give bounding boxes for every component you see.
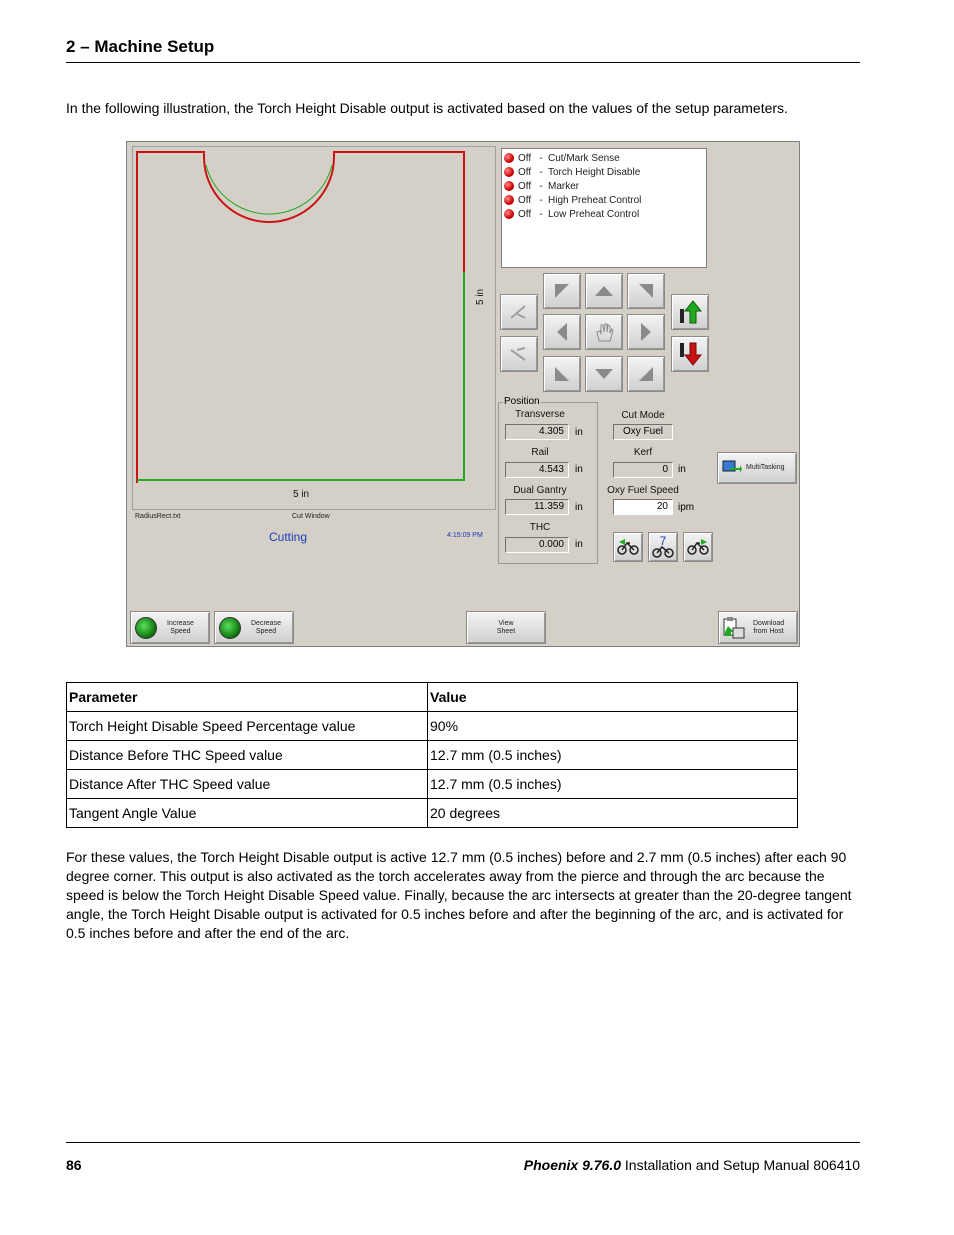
thc-value: 0.000 — [505, 537, 569, 553]
table-header-parameter: Parameter — [67, 683, 428, 712]
arrow-down-icon — [594, 367, 614, 381]
kerf-label: Kerf — [633, 447, 653, 458]
cut-path — [137, 152, 464, 483]
red-led-icon — [504, 181, 514, 191]
arrow-down-right-icon — [636, 364, 656, 384]
width-dimension-label: 5 in — [293, 489, 310, 500]
table-row — [67, 712, 798, 741]
torch-reverse-button[interactable] — [613, 532, 643, 562]
arrow-up-right-icon — [636, 281, 656, 301]
oxy-fuel-speed-unit: ipm — [678, 502, 695, 513]
green-up-arrow-icon — [678, 299, 702, 325]
jog-down-left-button[interactable] — [543, 356, 581, 392]
red-led-icon — [504, 195, 514, 205]
header-rule — [66, 62, 860, 63]
table-cell-value: 20 degrees — [428, 799, 798, 828]
thc-raise-button[interactable] — [671, 294, 709, 330]
red-down-arrow-icon — [678, 341, 702, 367]
table-header-value: Value — [428, 683, 798, 712]
oxy-fuel-speed-label: Oxy Fuel Speed — [607, 485, 679, 496]
page-number: 86 — [66, 1157, 82, 1173]
dual-gantry-unit: in — [575, 502, 583, 513]
kerf-unit: in — [678, 464, 686, 475]
phoenix-screenshot — [126, 141, 800, 647]
multitasking-icon — [722, 459, 742, 477]
arrow-left-icon — [555, 322, 569, 342]
footer-rule — [66, 1142, 860, 1143]
jog-down-button[interactable] — [585, 356, 623, 392]
table-row — [67, 770, 798, 799]
table-row — [67, 799, 798, 828]
traced-path — [206, 165, 332, 214]
cut-path-plot — [133, 147, 495, 509]
jog-down-right-button[interactable] — [627, 356, 665, 392]
chapter-header: 2 – Machine Setup — [66, 37, 215, 56]
red-led-icon — [504, 167, 514, 177]
manual-title: Installation and Setup Manual — [624, 1157, 810, 1173]
io-row-high-preheat: Off - High Preheat Control — [504, 193, 706, 207]
jog-right-button[interactable] — [627, 314, 665, 350]
jog-digit: 7 — [659, 534, 667, 548]
jog-up-button[interactable] — [585, 273, 623, 309]
increase-speed-label: Increase Speed — [167, 619, 194, 635]
cut-mode-label: Cut Mode — [621, 410, 665, 421]
bicycle-back-icon — [616, 538, 640, 556]
dual-gantry-label: Dual Gantry — [513, 485, 567, 496]
height-dimension-label: 5 in — [475, 288, 486, 305]
table-header-row — [67, 683, 798, 712]
bicycle-icon — [651, 546, 675, 558]
increase-speed-icon — [135, 617, 157, 639]
io-row-torch-height-disable: Off - Torch Height Disable — [504, 165, 706, 179]
torch-forward-button[interactable] — [683, 532, 713, 562]
view-sheet-button[interactable] — [466, 611, 546, 644]
file-name: RadiusRect.txt — [135, 513, 181, 520]
increase-speed-button[interactable] — [130, 611, 210, 644]
arrow-up-icon — [594, 284, 614, 298]
table-cell-parameter: Torch Height Disable Speed Percentage value — [67, 712, 428, 741]
io-row-low-preheat: Off - Low Preheat Control — [504, 207, 706, 221]
table-cell-parameter: Tangent Angle Value — [67, 799, 428, 828]
rail-value: 4.543 — [505, 462, 569, 478]
rail-unit: in — [575, 464, 583, 475]
download-from-host-button[interactable] — [718, 611, 798, 644]
footer-title — [524, 1157, 860, 1173]
arrow-right-icon — [639, 322, 653, 342]
table-cell-parameter: Distance After THC Speed value — [67, 770, 428, 799]
kerf-value[interactable]: 0 — [613, 462, 673, 478]
torch-up-icon — [507, 302, 531, 322]
explanation-paragraph: For these values, the Torch Height Disable output is active 12.7 mm (0.5 inches) before and 2.7 mm (0.5 inches) after each 90 degree corner. This output is also activated as the torch accelerates away from the pierce and through the arc because the speed is below the Torch Height Disable Speed value. Finally, because the arc intersects at greater than the 20-degree tangent angle, the Torch Height Disable output is activated for 0.5 inches before and after the beginning of the arc, and is activated for 0.5 inches before and after the end of the arc. — [66, 849, 852, 941]
arrow-down-left-icon — [552, 364, 572, 384]
jog-hand-button[interactable] — [585, 314, 623, 350]
thc-unit: in — [575, 539, 583, 550]
view-sheet-label: View Sheet — [496, 619, 516, 635]
arrow-up-left-icon — [552, 281, 572, 301]
torch-raise-disabled-button[interactable] — [500, 294, 538, 330]
intro-paragraph: In the following illustration, the Torch Height Disable output is activated based on the values of the setup parameters. — [66, 100, 788, 116]
traced-path-right — [137, 272, 464, 480]
torch-down-icon — [507, 344, 531, 364]
jog-left-button[interactable] — [543, 314, 581, 350]
hand-icon — [593, 321, 615, 343]
product-name: Phoenix 9.76.0 — [523, 1157, 622, 1173]
download-icon — [723, 616, 745, 640]
io-row-cut-mark-sense: Off - Cut/Mark Sense — [504, 151, 706, 165]
table-cell-value: 12.7 mm (0.5 inches) — [428, 770, 798, 799]
position-group-title: Position — [504, 396, 540, 407]
download-from-host-label: Download from Host — [753, 619, 785, 635]
table-cell-parameter: Distance Before THC Speed value — [67, 741, 428, 770]
thc-lower-button[interactable] — [671, 336, 709, 372]
cut-window — [132, 146, 496, 510]
transverse-value: 4.305 — [505, 424, 569, 440]
oxy-fuel-speed-value[interactable]: 20 — [613, 499, 673, 515]
table-cell-value: 12.7 mm (0.5 inches) — [428, 741, 798, 770]
transverse-label: Transverse — [515, 409, 565, 420]
red-led-icon — [504, 153, 514, 163]
cut-window-label: Cut Window — [292, 513, 330, 520]
document-number: 806410 — [813, 1157, 860, 1173]
table-cell-value: 90% — [428, 712, 798, 741]
table-row — [67, 741, 798, 770]
io-status-list — [501, 148, 707, 268]
thc-label: THC — [529, 522, 551, 533]
torch-jog-digit-button[interactable] — [648, 532, 678, 562]
cut-mode-value[interactable]: Oxy Fuel — [613, 424, 673, 440]
io-row-marker: Off - Marker — [504, 179, 706, 193]
red-led-icon — [504, 209, 514, 219]
decrease-speed-icon — [219, 617, 241, 639]
torch-lower-disabled-button[interactable] — [500, 336, 538, 372]
multitasking-button[interactable] — [717, 452, 797, 484]
jog-up-left-button[interactable] — [543, 273, 581, 309]
rail-label: Rail — [531, 447, 549, 458]
dual-gantry-value: 11.359 — [505, 499, 569, 515]
transverse-unit: in — [575, 427, 583, 438]
clock-time: 4:15:09 PM — [447, 532, 483, 539]
jog-up-right-button[interactable] — [627, 273, 665, 309]
decrease-speed-label: Decrease Speed — [251, 619, 281, 635]
bicycle-forward-icon — [686, 538, 710, 556]
decrease-speed-button[interactable] — [214, 611, 294, 644]
parameter-table — [66, 682, 798, 828]
multitasking-label: MultiTasking — [746, 464, 785, 471]
status-text: Cutting — [269, 530, 308, 544]
